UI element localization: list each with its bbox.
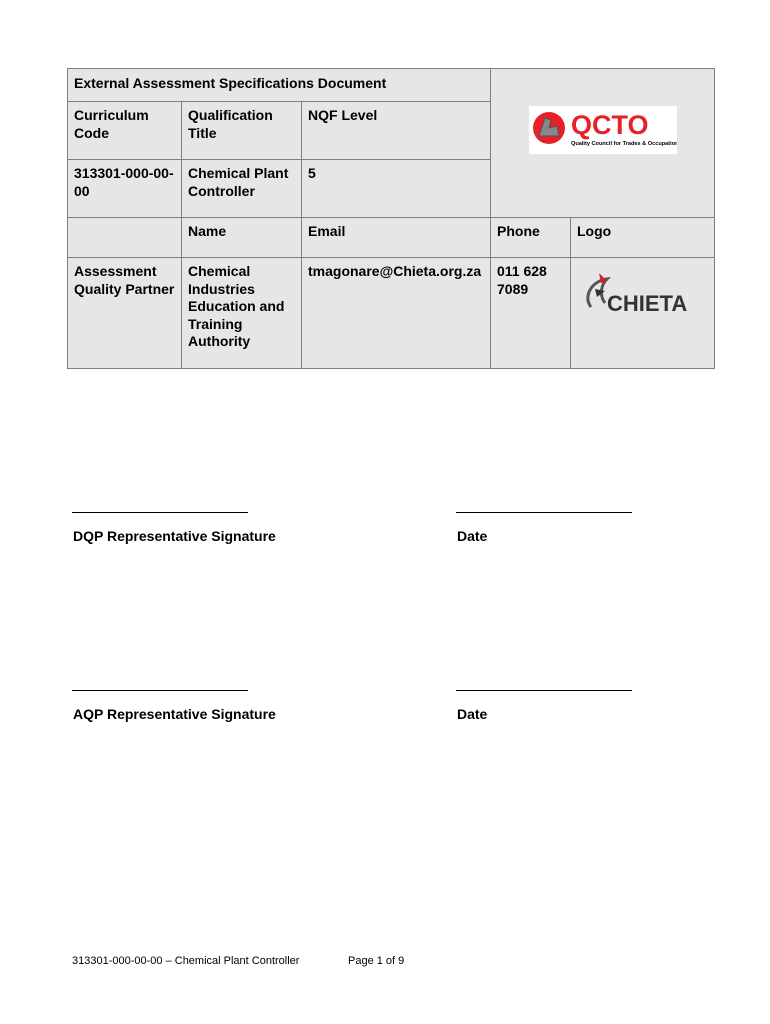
assessment-spec-table — [67, 68, 715, 369]
name-header: Name — [182, 218, 302, 258]
phone-header: Phone — [491, 218, 571, 258]
aqp-signature-label: AQP Representative Signature — [73, 706, 276, 722]
aqp-phone: 011 628 7089 — [491, 258, 571, 369]
aqp-email: tmagonare@Chieta.org.za — [302, 258, 491, 369]
empty-header-cell — [68, 218, 182, 258]
document-title: External Assessment Specifications Document — [68, 69, 491, 102]
dqp-date-line — [456, 512, 632, 513]
footer-doc-ref: 313301-000-00-00 – Chemical Plant Controller — [72, 955, 300, 967]
chieta-logo-cell — [571, 258, 715, 369]
email-header: Email — [302, 218, 491, 258]
qualification-title-value: Chemical Plant Controller — [182, 160, 302, 218]
nqf-level-header: NQF Level — [302, 102, 491, 160]
curriculum-code-value: 313301-000-00-00 — [68, 160, 182, 218]
footer-page-number: Page 1 of 9 — [348, 955, 405, 967]
qcto-logo-text: QCTO — [570, 110, 649, 141]
aqp-label: Assessment Quality Partner — [68, 258, 182, 369]
dqp-signature-label: DQP Representative Signature — [73, 528, 276, 544]
aqp-date-label: Date — [457, 706, 488, 722]
nqf-level-value: 5 — [302, 160, 491, 218]
logo-header: Logo — [571, 218, 715, 258]
aqp-date-line — [456, 690, 632, 691]
qcto-logo — [529, 106, 677, 154]
qcto-logo-cell — [491, 69, 715, 218]
aqp-name: Chemical Industries Education and Training Authority — [182, 258, 302, 369]
dqp-date-label: Date — [457, 528, 488, 544]
aqp-signature-line — [72, 690, 248, 691]
chieta-logo-text: CHIETA — [607, 291, 688, 316]
qualification-title-header: Qualification Title — [182, 102, 302, 160]
curriculum-code-header: Curriculum Code — [68, 102, 182, 160]
qcto-logo-subtext: Quality Council for Trades & Occupations — [570, 141, 677, 148]
dqp-signature-line — [72, 512, 248, 513]
chieta-logo — [577, 267, 705, 323]
